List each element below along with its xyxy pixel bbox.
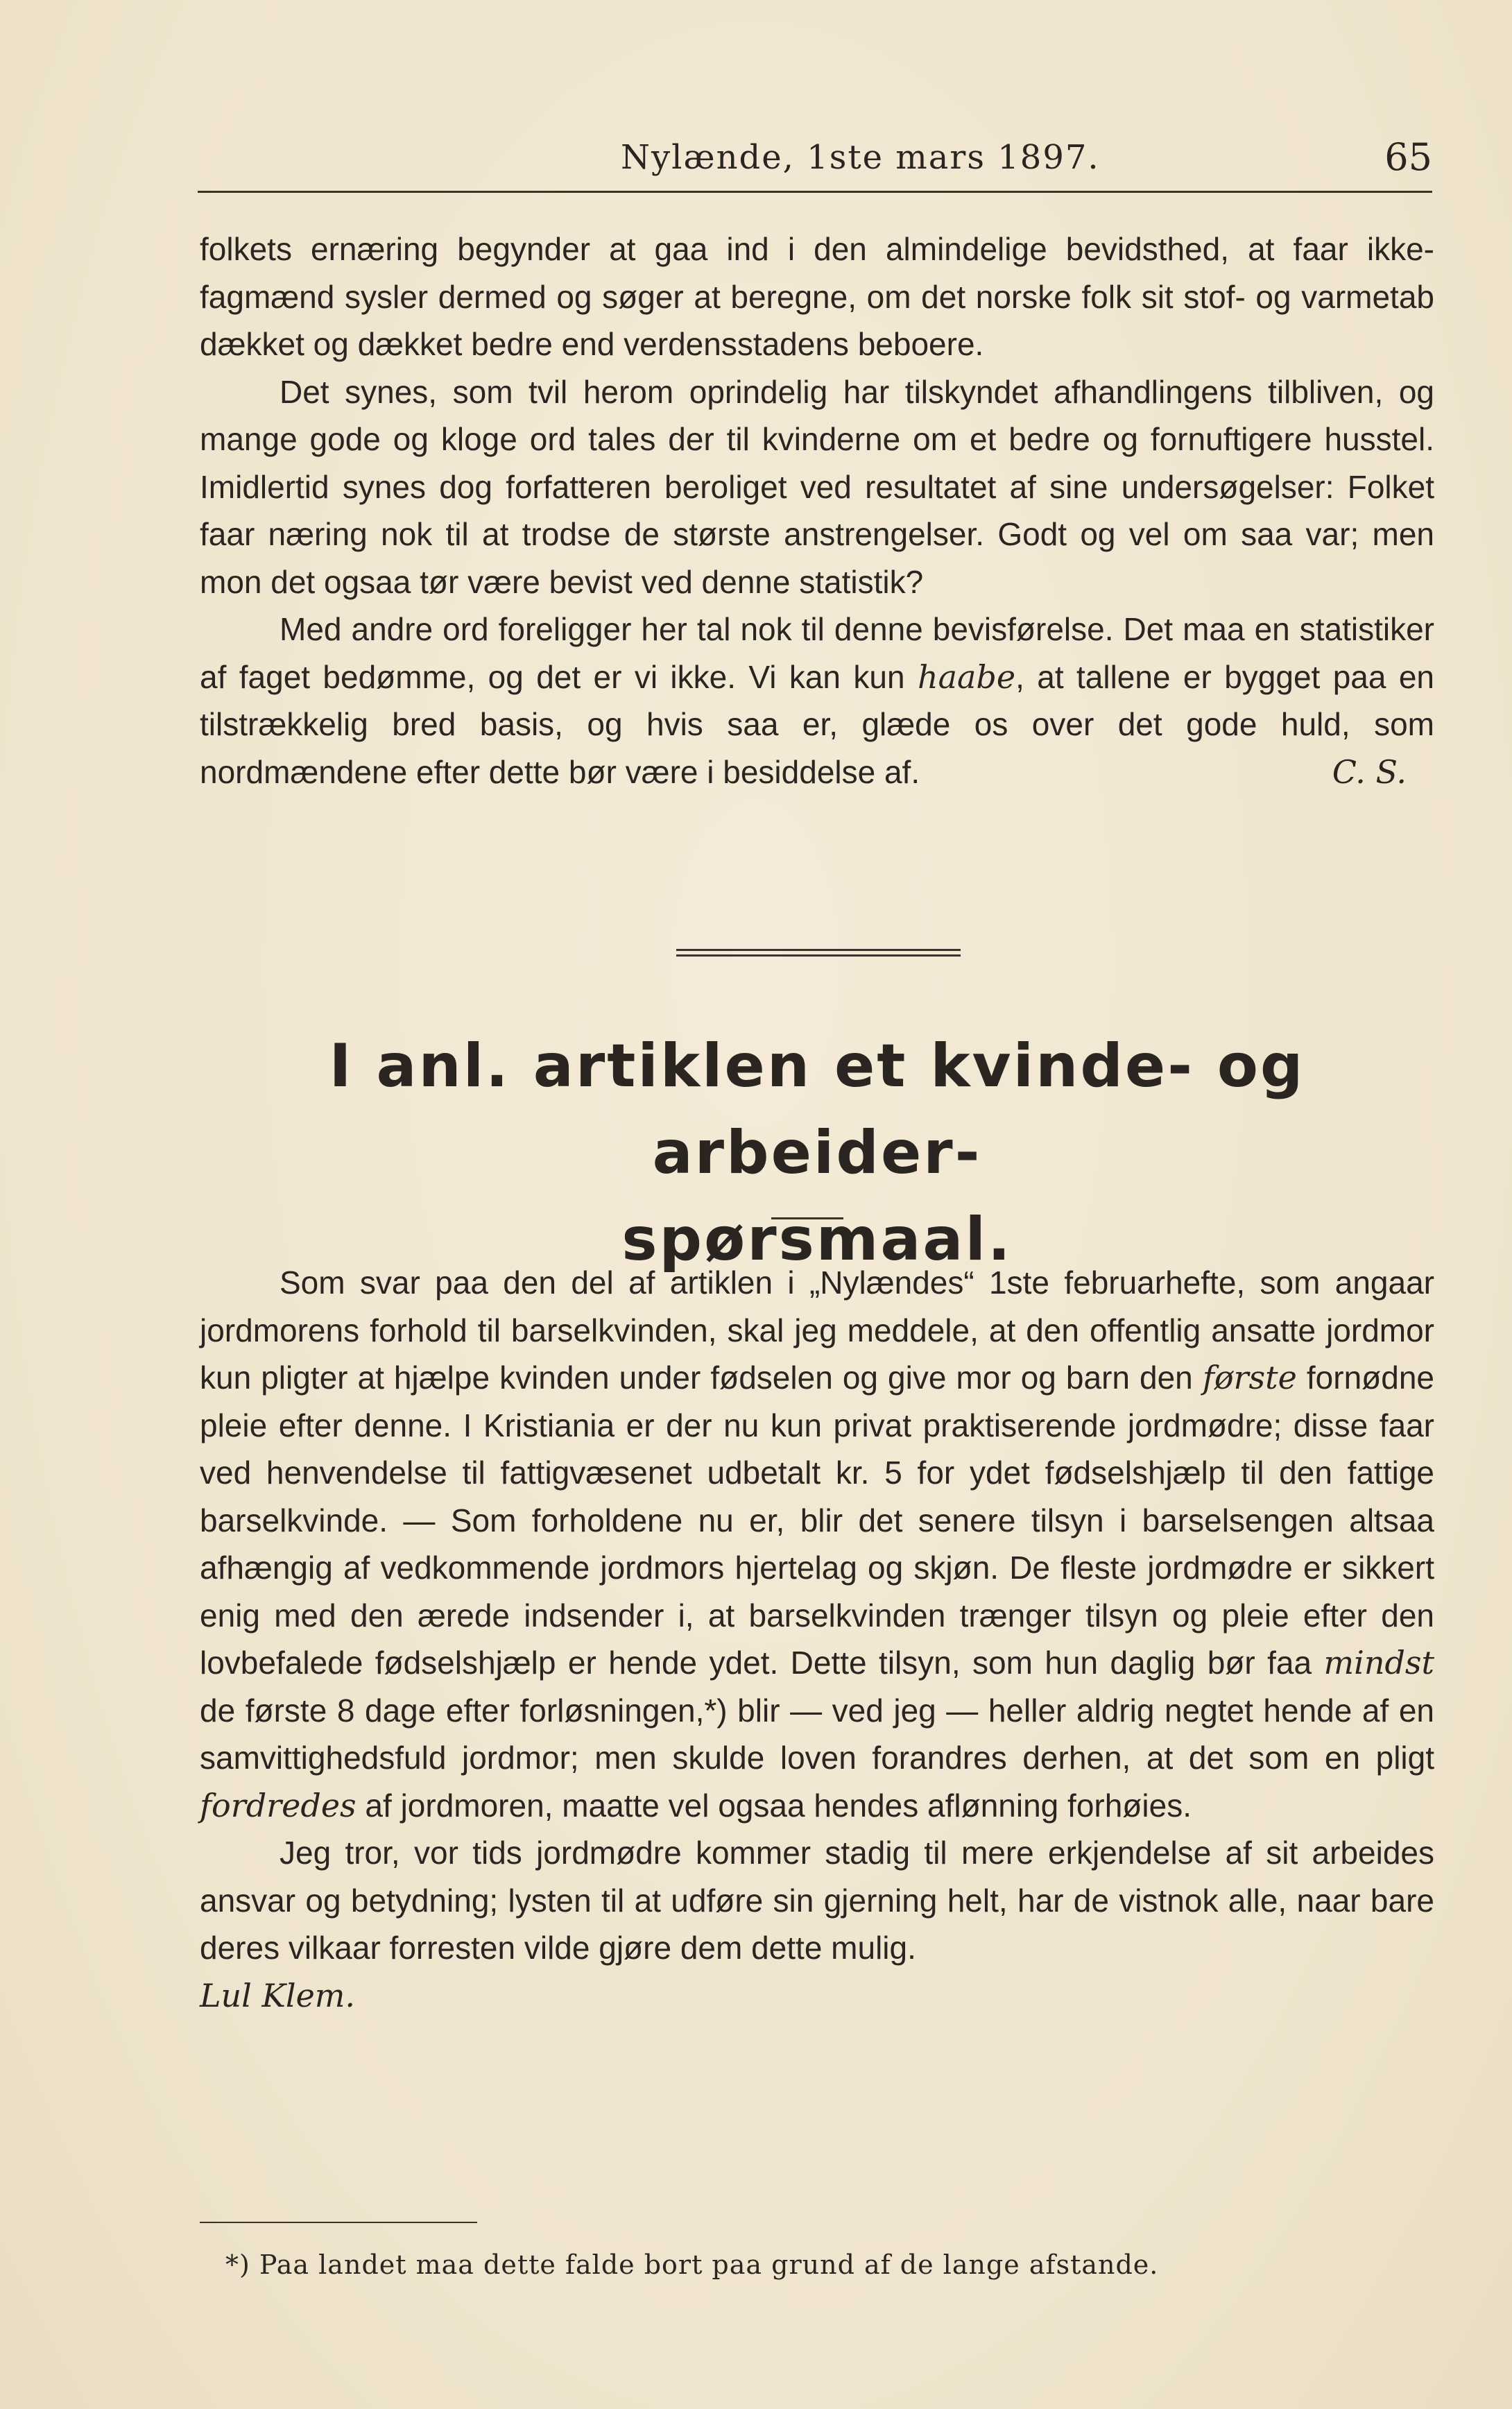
headline-line-1: I anl. artiklen et kvinde- og arbeider- bbox=[329, 1031, 1305, 1188]
article-1-paragraph-3 bbox=[200, 606, 1434, 796]
article-2-paragraph-1 bbox=[200, 1259, 1434, 1829]
running-header bbox=[198, 128, 1432, 193]
signature-lul-klem: Lul Klem. bbox=[200, 1976, 356, 2014]
emphasis-fordredes: fordredes bbox=[200, 1786, 356, 1824]
article-1-paragraph-2: Det synes, som tvil herom oprindelig har tilskyndet afhandlingens tilbliven, og mange gode og kloge ord tales der til kvinderne om et bedre og fornuftigere husstel. Imidlertid synes dog forfatteren beroliget ved resultatet af sine undersøgelser: Folket faar næring nok til at trodse de største anstrengelser. Godt og vel om saa var; men mon det ogsaa tør være bevist ved denne statistik? bbox=[200, 373, 1434, 600]
paragraph-text: af jordmoren, maatte vel ogsaa hendes aflønning forhøies. bbox=[356, 1787, 1192, 1824]
emphasis-forste: første bbox=[1202, 1359, 1297, 1396]
article-2-headline bbox=[200, 1023, 1434, 1283]
headline-line-2: spørsmaal. bbox=[621, 1205, 1013, 1274]
article-2-text bbox=[200, 1259, 1434, 2019]
paragraph-text: , at tallene er bygget paa en tilstrækkelig bred basis, og hvis saa er, glæde os over det gode huld, som nordmændene efter dette bør være i besiddelse af. bbox=[200, 658, 1435, 790]
article-1-paragraph-1: folkets ernæring begynder at gaa ind i den almindelige bevidsthed, at faar ikke-fagmænd sysler dermed og søger at beregne, om det norske folk sit stof- og varmetab dækket og dækket bedre end verdensstadens beboere. bbox=[200, 231, 1434, 362]
article-1-text bbox=[200, 225, 1434, 796]
signature-cs: C. S. bbox=[1332, 753, 1407, 791]
emphasis-haabe: haabe bbox=[917, 658, 1016, 696]
paragraph-text: Som svar paa den del af artiklen i „Nylændes“ 1ste februarhefte, som angaar jordmorens forhold til barselkvinden, skal jeg meddele, at den offentlig ansatte jordmor kun pligter at hjælpe kvinden under fødselen og give mor og barn den bbox=[200, 1264, 1434, 1396]
page-number: 65 bbox=[1384, 135, 1432, 179]
running-title: Nylænde, 1ste mars 1897. bbox=[621, 138, 1100, 177]
paragraph-text: de første 8 dage efter forløsningen,*) blir — ved jeg — heller aldrig negtet hende af en samvittighedsfuld jordmor; men skulde loven forandres derhen, at det som en pligt bbox=[200, 1692, 1434, 1776]
paragraph-text: fornødne pleie efter denne. I Kristiania er der nu kun privat praktiserende jordmødre; disse faar ved henvendelse til fattigvæsenet udbetalt kr. 5 for ydet fødselshjælp til den fattige barselkvinde. — Som forholdene nu er, blir det senere tilsyn i barselsengen altsaa afhængig af vedkommende jordmors hjertelag og skjøn. De fleste jordmødre er sikkert enig med den ærede indsender i, at barselkvinden trænger tilsyn og pleie efter den lovbefalede fødselshjælp er hende ydet. Dette tilsyn, som hun daglig bør faa bbox=[200, 1360, 1434, 1681]
footnote-rule bbox=[200, 2222, 477, 2223]
headline-rule bbox=[771, 1217, 843, 1219]
emphasis-mindst: mindst bbox=[1323, 1644, 1434, 1681]
paragraph-text: Med andre ord foreligger her tal nok til denne bevisførelse. Det maa en statistiker af faget bedømme, og det er vi ikke. Vi kan kun bbox=[200, 611, 1434, 695]
footnote: *) Paa landet maa dette falde bort paa grund af de lange afstande. bbox=[225, 2249, 1159, 2280]
section-divider bbox=[676, 949, 961, 957]
article-2-paragraph-2: Jeg tror, vor tids jordmødre kommer stadig til mere erkjendelse af sit arbeides ansvar og betydning; lysten til at udføre sin gjerning helt, har de vistnok alle, naar bare deres vilkaar forresten vilde gjøre dem dette mulig. bbox=[200, 1835, 1434, 1966]
